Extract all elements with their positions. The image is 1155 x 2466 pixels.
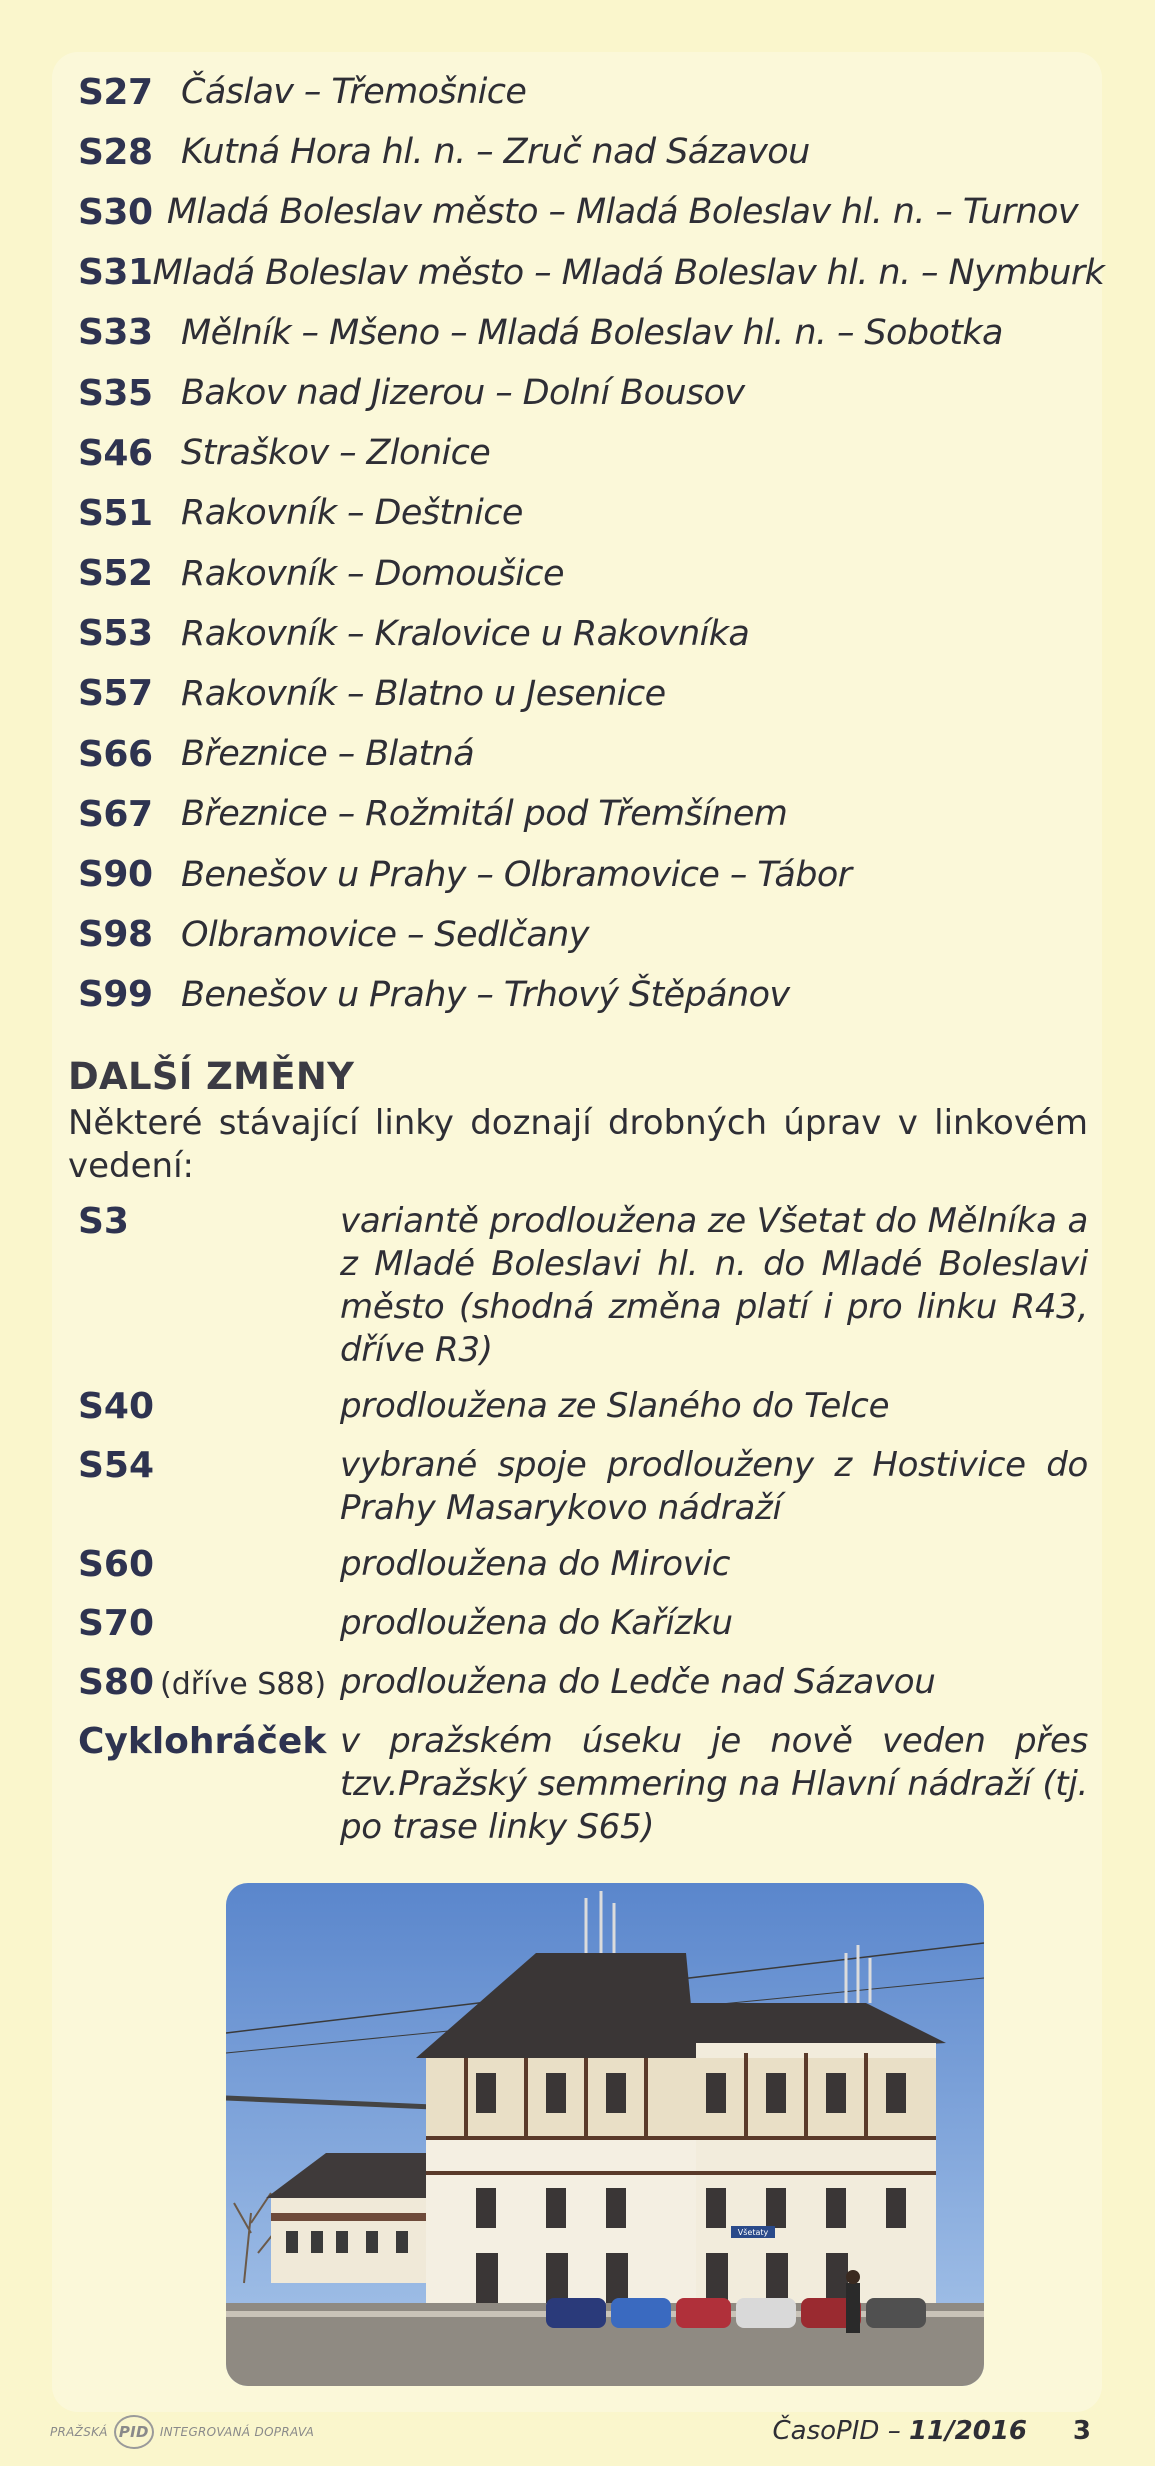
line-list <box>78 62 1105 1025</box>
change-code: S40 <box>78 1386 155 1427</box>
change-code-cell <box>78 1602 340 1648</box>
line-row <box>78 784 1078 844</box>
line-route: Rakovník – Domoušice <box>181 553 564 594</box>
line-route: Mladá Boleslav město – Mladá Boleslav hl. n. – Nymburk <box>152 252 1105 293</box>
line-row <box>78 604 1078 664</box>
line-route: Bakov nad Jizerou – Dolní Bousov <box>181 373 745 414</box>
line-row <box>78 62 1078 122</box>
change-code-cell <box>78 1444 340 1530</box>
line-row <box>78 844 1078 904</box>
change-row <box>78 1444 1088 1530</box>
change-note: (dříve S88) <box>160 1667 327 1702</box>
section-title: DALŠÍ ZMĚNY <box>68 1055 355 1098</box>
line-code: S52 <box>78 553 153 595</box>
line-code: S28 <box>78 131 153 173</box>
line-route: Kutná Hora hl. n. – Zruč nad Sázavou <box>181 132 810 173</box>
line-code: S30 <box>78 191 153 233</box>
line-route: Straškov – Zlonice <box>181 433 491 474</box>
line-row <box>78 483 1078 543</box>
line-code: S27 <box>78 71 153 113</box>
line-code: S51 <box>78 492 153 534</box>
page-number: 3 <box>1072 2416 1091 2446</box>
line-code: S35 <box>78 372 153 414</box>
line-route: Rakovník – Kralovice u Rakovníka <box>181 613 750 654</box>
change-description: prodloužena do Kařízku <box>340 1603 733 1643</box>
changes-list <box>78 1200 1088 1862</box>
line-route: Rakovník – Deštnice <box>181 493 523 534</box>
issue-number: 11/2016 <box>908 2416 1027 2446</box>
change-code-cell <box>78 1200 340 1372</box>
line-row <box>78 664 1078 724</box>
change-description: prodloužena do Mirovic <box>340 1544 731 1584</box>
change-description: prodloužena ze Slaného do Telce <box>340 1386 890 1426</box>
line-route: Benešov u Prahy – Trhový Štěpánov <box>181 974 790 1015</box>
change-code-cell <box>78 1720 340 1849</box>
logo-left-text: PRAŽSKÁ <box>50 2425 108 2439</box>
line-row <box>78 724 1078 784</box>
line-row <box>78 544 1078 604</box>
change-row <box>78 1720 1088 1849</box>
line-code: S67 <box>78 793 153 835</box>
line-code: S53 <box>78 613 153 655</box>
line-row <box>78 965 1078 1025</box>
change-code-cell <box>78 1661 340 1707</box>
line-row <box>78 122 1078 182</box>
line-code: S33 <box>78 312 153 354</box>
change-code: Cyklohráček <box>78 1721 327 1762</box>
line-code: S90 <box>78 854 153 896</box>
station-sign: Všetaty <box>737 2228 769 2237</box>
footer-magazine <box>773 2416 1027 2446</box>
change-code: S80 <box>78 1662 155 1703</box>
line-route: Březnice – Blatná <box>181 734 475 775</box>
change-code: S60 <box>78 1544 155 1585</box>
change-row <box>78 1543 1088 1589</box>
line-row <box>78 363 1078 423</box>
line-route: Mělník – Mšeno – Mladá Boleslav hl. n. – Sobotka <box>181 312 1003 353</box>
line-route: Olbramovice – Sedlčany <box>181 914 589 955</box>
pid-logo-mark: PID <box>114 2415 154 2449</box>
pid-logo <box>50 2417 314 2447</box>
line-code: S31 <box>78 252 153 294</box>
line-route: Čáslav – Třemošnice <box>181 72 527 113</box>
line-code: S46 <box>78 432 153 474</box>
line-code: S99 <box>78 974 153 1016</box>
change-description: vybrané spoje prodlouženy z Hostivice do Prahy Masarykovo nádraží <box>340 1445 1088 1528</box>
change-row <box>78 1602 1088 1648</box>
change-code: S70 <box>78 1603 155 1644</box>
line-route: Mladá Boleslav město – Mladá Boleslav hl. n. – Turnov <box>166 192 1078 233</box>
line-row <box>78 182 1078 242</box>
change-row <box>78 1661 1088 1707</box>
magazine-name: ČasoPID – <box>772 2416 901 2446</box>
line-row <box>78 303 1078 363</box>
change-code-cell <box>78 1385 340 1431</box>
change-description: variantě prodloužena ze Všetat do Mělníka a z Mladé Boleslavi hl. n. do Mladé Boleslavi město (shodná změna platí i pro linku R43, dříve R3) <box>340 1201 1088 1370</box>
line-code: S98 <box>78 914 153 956</box>
change-code: S3 <box>78 1201 129 1242</box>
line-route: Březnice – Rožmitál pod Třemšínem <box>181 794 788 835</box>
change-code: S54 <box>78 1445 155 1486</box>
line-row <box>78 423 1078 483</box>
line-code: S57 <box>78 673 153 715</box>
line-route: Benešov u Prahy – Olbramovice – Tábor <box>181 854 852 895</box>
change-code-cell <box>78 1543 340 1589</box>
line-row <box>78 243 1105 303</box>
station-photo <box>226 1883 984 2386</box>
change-description: v pražském úseku je nově veden přes tzv.Pražský semmering na Hlavní nádraží (tj. po trase linky S65) <box>340 1721 1088 1847</box>
change-row <box>78 1200 1088 1372</box>
logo-right-text: INTEGROVANÁ DOPRAVA <box>159 2425 315 2439</box>
line-code: S66 <box>78 733 153 775</box>
change-description: prodloužena do Ledče nad Sázavou <box>340 1662 936 1702</box>
line-route: Rakovník – Blatno u Jesenice <box>181 673 666 714</box>
section-intro: Některé stávající linky doznají drobných úprav v linkovém vedení: <box>68 1103 1088 1186</box>
change-row <box>78 1385 1088 1431</box>
line-row <box>78 905 1078 965</box>
